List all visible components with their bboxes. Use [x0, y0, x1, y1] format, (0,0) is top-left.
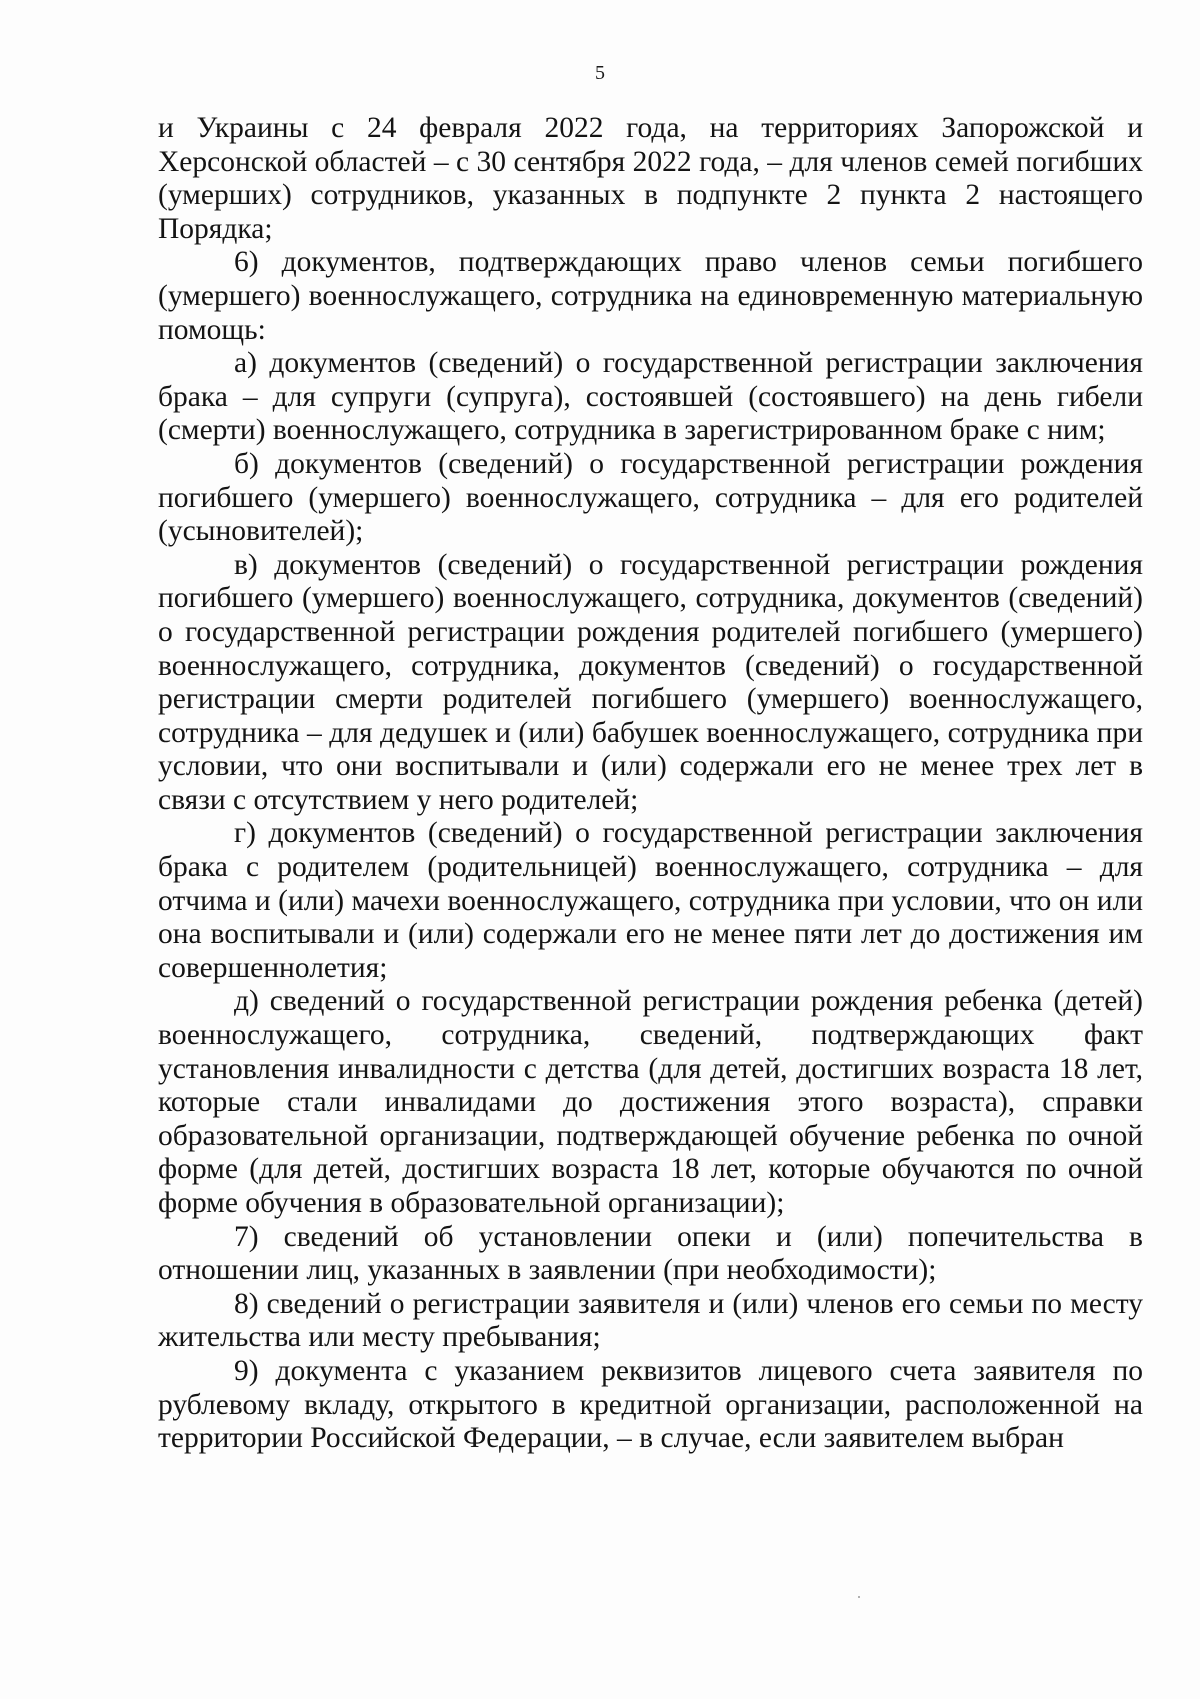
paragraph-subitem-b: б) документов (сведений) о государственной регистрации рождения погибшего (умершего) военнослужащего, сотрудника – для его родителей (усыновителей);	[158, 447, 1143, 548]
paragraph-subitem-g: г) документов (сведений) о государственной регистрации заключения брака с родителем (родительницей) военнослужащего, сотрудника – для отчима и (или) мачехи военнослужащего, сотрудника при условии, что он или она воспитывали и (или) содержали его не менее пяти лет до достижения им совершеннолетия;	[158, 817, 1143, 984]
paragraph-continuation: и Украины с 24 февраля 2022 года, на территориях Запорожской и Херсонской областей – с 30 сентября 2022 года, – для членов семей погибших (умерших) сотрудников, указанных в подпункте 2 пункта 2 настоящего Порядка;	[158, 112, 1143, 245]
paragraph-item-6: 6) документов, подтверждающих право членов семьи погибшего (умершего) военнослужащего, сотрудника на единовременную материальную помощь:	[158, 246, 1143, 346]
paragraph-subitem-v: в) документов (сведений) о государственной регистрации рождения погибшего (умершего) военнослужащего, сотрудника, документов (сведений) о государственной регистрации рождения родителей погибшего (умершего) военнослужащего, сотрудника, документов (сведений) о государственной регистрации смерти родителей погибшего (умершего) военнослужащего, сотрудника – для дедушек и (или) бабушек военнослужащего, сотрудника при условии, что они воспитывали и (или) содержали его не менее трех лет в связи с отсутствием у него родителей;	[158, 548, 1143, 816]
page-number: 5	[595, 62, 605, 84]
paragraph-subitem-a: а) документов (сведений) о государственной регистрации заключения брака – для супруги (супруга), состоявшей (состоявшего) на день гибели (смерти) военнослужащего, сотрудника в зарегистрированном браке с ним;	[158, 347, 1143, 447]
paragraph-subitem-d: д) сведений о государственной регистрации рождения ребенка (детей) военнослужащего, сотрудника, сведений, подтверждающих факт установления инвалидности с детства (для детей, достигших возраста 18 лет, которые стали инвалидами до достижения этого возраста), справки образовательной организации, подтверждающей обучение ребенка по очной форме (для детей, достигших возраста 18 лет, которые обучаются по очной форме обучения в образовательной организации);	[158, 985, 1143, 1219]
scan-speck	[858, 1596, 860, 1598]
document-body	[158, 112, 1143, 1456]
paragraph-item-7: 7) сведений об установлении опеки и (или) попечительства в отношении лиц, указанных в заявлении (при необходимости);	[158, 1220, 1143, 1287]
paragraph-item-8: 8) сведений о регистрации заявителя и (или) членов его семьи по месту жительства или месту пребывания;	[158, 1287, 1143, 1354]
paragraph-item-9: 9) документа с указанием реквизитов лицевого счета заявителя по рублевому вкладу, открытого в кредитной организации, расположенной на территории Российской Федерации, – в случае, если заявителем выбран	[158, 1354, 1143, 1455]
